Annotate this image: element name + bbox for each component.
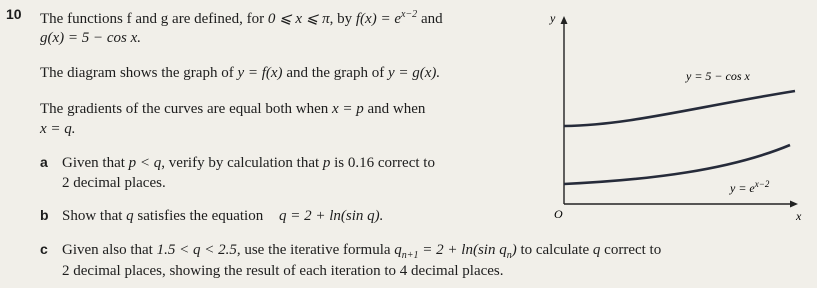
- question-number: 10: [6, 6, 22, 22]
- part-b-line-1: Show that q satisfies the equation q = 2 + ln(sin q).: [62, 208, 384, 224]
- part-c-line-2: 2 decimal places, showing the result of each iteration to 4 decimal places.: [62, 263, 504, 279]
- f-curve-label: $y = e^{x-2}$: [730, 179, 770, 195]
- function-graph: [540, 8, 812, 226]
- part-a-label: a: [40, 154, 48, 170]
- intro-line-1: [40, 6, 443, 28]
- x-axis-label: x: [796, 209, 802, 223]
- y-axis-arrow-icon: [561, 16, 568, 24]
- x-eq-p: x = p: [331, 101, 364, 117]
- part-c-label: c: [40, 241, 48, 257]
- y-eq-gx: y = g(x).: [387, 65, 441, 81]
- origin-label: O: [554, 207, 563, 221]
- by-text: , by: [329, 11, 353, 27]
- g-curve: [564, 91, 795, 126]
- domain-expr: 0 ⩽ x ⩽ π: [267, 11, 330, 27]
- y-eq-fx: y = f(x): [237, 65, 283, 81]
- part-a-line-2: 2 decimal places.: [62, 175, 166, 191]
- intro-text: The functions f and g are defined, for: [40, 11, 265, 27]
- p-less-q: p < q: [128, 155, 162, 171]
- diagram-sentence: The diagram shows the graph of y = f(x) and the graph of y = g(x).: [40, 65, 441, 81]
- g-definition: g(x) = 5 − cos x.: [40, 30, 142, 46]
- q-equation: q = 2 + ln(sin q).: [278, 208, 384, 224]
- part-b-label: b: [40, 207, 49, 223]
- q-range: 1.5 < q < 2.5: [156, 242, 237, 258]
- x-axis-arrow-icon: [790, 201, 798, 208]
- g-curve-label: y = 5 − cos x: [686, 69, 750, 83]
- gradients-sentence: The gradients of the curves are equal both when x = p and when: [40, 101, 426, 117]
- part-c-line-1: Given also that 1.5 < q < 2.5, use the iterative formula $q_{n+1} = 2 + \ln(\sin$ $q_n$) to calculate q correct to: [62, 242, 662, 261]
- x-eq-q: x = q.: [40, 121, 76, 137]
- part-a-line-1: Given that p < q, verify by calculation that p is 0.16 correct to: [62, 155, 435, 171]
- f-definition: $f(x) = e^{x-2}$: [355, 9, 418, 27]
- and-text: and: [420, 11, 443, 27]
- iterative-formula: $q_{n+1} = 2 + \ln(\sin$ $q_n$): [394, 242, 517, 261]
- y-axis-label: y: [550, 11, 556, 25]
